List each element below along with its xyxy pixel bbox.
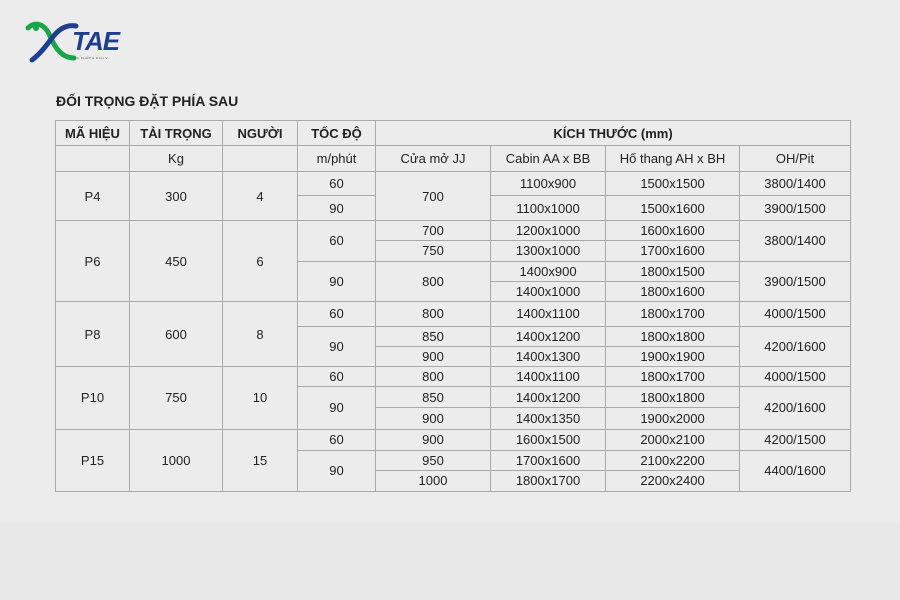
cell-ohpit: 4200/1600 [740, 387, 851, 429]
cell-door: 900 [376, 347, 491, 367]
cell-load: 450 [130, 221, 223, 302]
cell-cabin: 1400x1000 [491, 281, 606, 301]
cell-cabin: 1600x1500 [491, 429, 606, 450]
subheader-door: Cửa mở JJ [376, 146, 491, 172]
cell-cabin: 1400x1300 [491, 347, 606, 367]
page-title: ĐỐI TRỌNG ĐẶT PHÍA SAU [56, 93, 239, 109]
cell-cabin: 1100x1000 [491, 196, 606, 221]
cell-cabin: 1400x1200 [491, 326, 606, 346]
cell-load: 750 [130, 367, 223, 429]
cell-cabin: 1400x1100 [491, 301, 606, 326]
cell-speed: 60 [298, 301, 376, 326]
cell-speed: 90 [298, 261, 376, 301]
brand-name: TAE [72, 26, 120, 56]
cell-cabin: 1700x1600 [491, 450, 606, 470]
cell-cabin: 1800x1700 [491, 470, 606, 491]
cell-cabin: 1400x1350 [491, 408, 606, 429]
cell-speed: 90 [298, 326, 376, 366]
cell-ohpit: 3800/1400 [740, 172, 851, 196]
cell-door: 900 [376, 408, 491, 429]
cell-persons: 4 [223, 172, 298, 221]
cell-ohpit: 4400/1600 [740, 450, 851, 491]
cell-cabin: 1400x900 [491, 261, 606, 281]
header-persons: NGƯỜI [223, 121, 298, 146]
cell-speed: 60 [298, 221, 376, 261]
brand-logo [22, 14, 142, 72]
cell-door: 900 [376, 429, 491, 450]
cell-ohpit: 4000/1500 [740, 367, 851, 387]
cell-code: P15 [56, 429, 130, 491]
table-row [56, 301, 851, 326]
cell-persons: 6 [223, 221, 298, 302]
header-load: TẢI TRỌNG [130, 121, 223, 146]
cell-ohpit: 4000/1500 [740, 301, 851, 326]
cell-speed: 60 [298, 429, 376, 450]
header-dimensions: KÍCH THƯỚC (mm) [376, 121, 851, 146]
cell-persons: 10 [223, 367, 298, 429]
cell-ohpit: 3800/1400 [740, 221, 851, 261]
cell-ohpit: 3900/1500 [740, 261, 851, 301]
cell-shaft: 2200x2400 [606, 470, 740, 491]
cell-speed: 60 [298, 367, 376, 387]
cell-shaft: 1800x1800 [606, 326, 740, 346]
cell-speed: 60 [298, 172, 376, 196]
cell-door: 1000 [376, 470, 491, 491]
cell-ohpit: 4200/1500 [740, 429, 851, 450]
cell-shaft: 1600x1600 [606, 221, 740, 241]
cell-code: P6 [56, 221, 130, 302]
subheader-load: Kg [130, 146, 223, 172]
cell-shaft: 1800x1500 [606, 261, 740, 281]
spec-table [55, 120, 851, 492]
cell-persons: 8 [223, 301, 298, 366]
cell-shaft: 2000x2100 [606, 429, 740, 450]
subheader-cabin: Cabin AA x BB [491, 146, 606, 172]
cell-shaft: 1900x2000 [606, 408, 740, 429]
table-row [56, 172, 851, 196]
cell-code: P4 [56, 172, 130, 221]
cell-ohpit: 4200/1600 [740, 326, 851, 366]
cell-door: 950 [376, 450, 491, 470]
cell-door: 700 [376, 221, 491, 241]
cell-door: 800 [376, 367, 491, 387]
cell-shaft: 1800x1700 [606, 301, 740, 326]
cell-code: P8 [56, 301, 130, 366]
cell-load: 300 [130, 172, 223, 221]
cell-speed: 90 [298, 196, 376, 221]
cell-cabin: 1100x900 [491, 172, 606, 196]
cell-door: 800 [376, 261, 491, 301]
table-row [56, 221, 851, 241]
cell-door: 850 [376, 326, 491, 346]
cell-ohpit: 3900/1500 [740, 196, 851, 221]
subheader-speed: m/phút [298, 146, 376, 172]
header-code: MÃ HIỆU [56, 121, 130, 146]
header-speed: TỐC ĐỘ [298, 121, 376, 146]
cell-door: 750 [376, 241, 491, 261]
cell-speed: 90 [298, 387, 376, 429]
cell-shaft: 1900x1900 [606, 347, 740, 367]
subheader-ohpit: OH/Pit [740, 146, 851, 172]
subheader-shaft: Hố thang AH x BH [606, 146, 740, 172]
cell-cabin: 1300x1000 [491, 241, 606, 261]
table-row [56, 367, 851, 387]
cell-shaft: 1800x1800 [606, 387, 740, 408]
cell-door: 800 [376, 301, 491, 326]
cell-shaft: 1800x1600 [606, 281, 740, 301]
bottom-band [0, 522, 900, 600]
cell-door: 700 [376, 172, 491, 221]
cell-load: 600 [130, 301, 223, 366]
cell-load: 1000 [130, 429, 223, 491]
cell-shaft: 2100x2200 [606, 450, 740, 470]
cell-cabin: 1400x1100 [491, 367, 606, 387]
cell-door: 850 [376, 387, 491, 408]
cell-cabin: 1400x1200 [491, 387, 606, 408]
subheader-code [56, 146, 130, 172]
brand-tagline: GII PHÁP & DCH V [74, 56, 108, 60]
table-row [56, 429, 851, 450]
cell-code: P10 [56, 367, 130, 429]
cell-speed: 90 [298, 450, 376, 491]
cell-shaft: 1800x1700 [606, 367, 740, 387]
cell-persons: 15 [223, 429, 298, 491]
cell-shaft: 1700x1600 [606, 241, 740, 261]
cell-cabin: 1200x1000 [491, 221, 606, 241]
cell-shaft: 1500x1500 [606, 172, 740, 196]
subheader-persons [223, 146, 298, 172]
cell-shaft: 1500x1600 [606, 196, 740, 221]
